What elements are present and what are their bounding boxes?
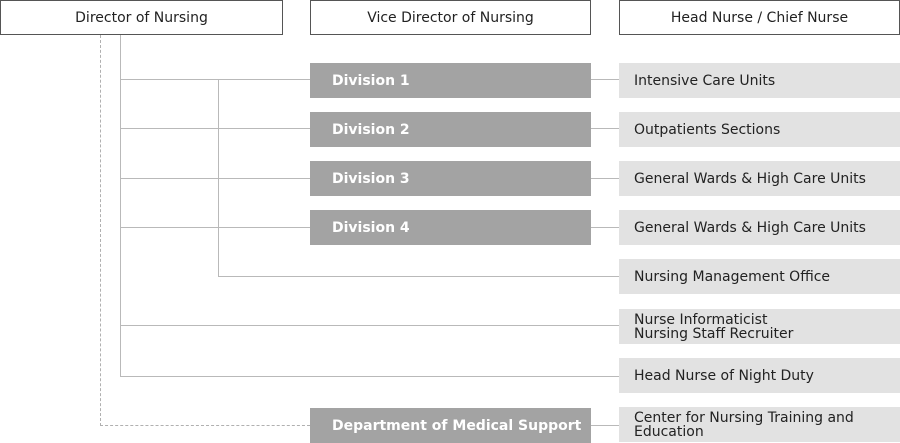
unit-2-label: Outpatients Sections [634, 121, 781, 138]
connector-unit-1 [591, 79, 619, 80]
connector-unit-3 [591, 178, 619, 179]
division-3-label: Division 3 [332, 170, 410, 187]
staff-box [619, 309, 900, 344]
division-3-box [310, 161, 591, 196]
connector-staff [120, 325, 619, 326]
connector-division-3 [120, 178, 310, 179]
training-center-label: Center for Nursing Training and Education [634, 409, 854, 440]
division-4-box [310, 210, 591, 245]
staff-line-1: Nurse Informaticist [634, 311, 768, 328]
medical-support-label: Department of Medical Support [332, 417, 582, 434]
connector-management-office [218, 276, 619, 277]
medical-support-box [310, 408, 591, 443]
unit-3-box [619, 161, 900, 196]
unit-1-label: Intensive Care Units [634, 72, 776, 89]
connector-division-1 [120, 79, 310, 80]
unit-4-label: General Wards & High Care Units [634, 219, 866, 236]
header-vice-director [310, 0, 591, 35]
division-2-label: Division 2 [332, 121, 410, 138]
night-duty-label: Head Nurse of Night Duty [634, 367, 814, 384]
connector-unit-4 [591, 227, 619, 228]
dashed-trunk-line [100, 35, 101, 426]
header-head-nurse [619, 0, 900, 35]
management-office-label: Nursing Management Office [634, 268, 831, 285]
connector-unit-2 [591, 128, 619, 129]
unit-3-label: General Wards & High Care Units [634, 170, 866, 187]
connector-division-2 [120, 128, 310, 129]
header-director-label: Director of Nursing [75, 9, 208, 26]
staff-line-2: Nursing Staff Recruiter [634, 325, 794, 342]
connector-night-duty [120, 376, 619, 377]
header-vice-director-label: Vice Director of Nursing [367, 9, 534, 26]
management-office-box [619, 259, 900, 294]
night-duty-box [619, 358, 900, 393]
dashed-connector-medical-support [100, 425, 310, 426]
header-head-nurse-label: Head Nurse / Chief Nurse [670, 9, 849, 26]
division-1-box [310, 63, 591, 98]
header-director [0, 0, 283, 35]
division-2-box [310, 112, 591, 147]
division-1-label: Division 1 [332, 72, 410, 89]
division-4-label: Division 4 [332, 219, 410, 236]
unit-1-box [619, 63, 900, 98]
connector-division-4 [120, 227, 310, 228]
unit-2-box [619, 112, 900, 147]
connector-training-center [591, 425, 619, 426]
unit-4-box [619, 210, 900, 245]
training-center-box [619, 407, 900, 442]
